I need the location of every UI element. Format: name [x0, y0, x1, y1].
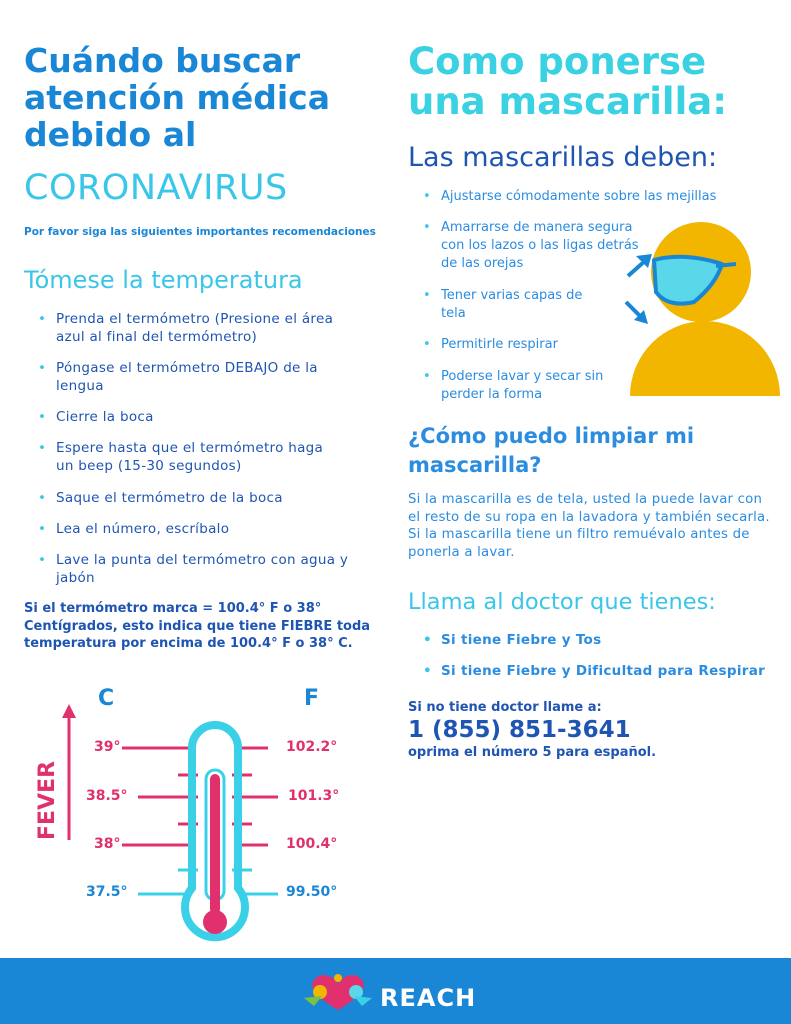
list-item: • Cierre la boca	[38, 409, 154, 425]
list-item: • Lave la punta del termómetro con agua y jabón	[38, 552, 349, 586]
fahrenheit-101: 101.3°	[288, 788, 340, 804]
celsius-39: 39°	[94, 739, 121, 755]
list-item: • Espere hasta que el termómetro haga un beep (15-30 segundos)	[38, 440, 324, 474]
list-item: • Amarrarse de manera segura con los lazos o las ligas detrás de las orejas	[423, 220, 639, 271]
list-item: • Lea el número, escríbalo	[38, 521, 230, 537]
page-title: Cuándo buscar atención médica debido al	[24, 41, 330, 154]
coronavirus-heading: CORONAVIRUS	[24, 168, 288, 208]
list-item: • Si tiene Fiebre y Dificultad para Respirar	[423, 663, 766, 679]
temperature-heading: Tómese la temperatura	[24, 266, 303, 294]
doctor-heading: Llama al doctor que tienes:	[408, 589, 716, 615]
mercury-column	[210, 774, 220, 914]
fever-label: FEVER	[35, 760, 60, 840]
clean-heading: ¿Cómo puedo limpiar mi mascarilla?	[408, 424, 695, 477]
celsius-37-5: 37.5°	[86, 884, 128, 900]
mask-must-heading: Las mascarillas deben:	[408, 142, 718, 173]
celsius-header: C	[98, 686, 115, 711]
person-mask-icon	[612, 218, 784, 398]
list-item: • Tener varias capas de tela	[423, 288, 583, 321]
fever-note: Si el termómetro marca = 100.4° F o 38° Centígrados, esto indica que tiene FIEBRE toda temperatura por encima de 100.4° F o 38° C.	[24, 601, 371, 651]
press-instructions: oprima el número 5 para español.	[408, 745, 657, 760]
list-item: • Póngase el termómetro DEBAJO de la lengua	[38, 360, 318, 394]
list-item: • Permitirle respirar	[423, 337, 558, 352]
fahrenheit-header: F	[304, 686, 320, 711]
brand-name[interactable]: REACH	[380, 984, 477, 1012]
list-item: • Saque el termómetro de la boca	[38, 490, 283, 506]
fahrenheit-100: 100.4°	[286, 836, 338, 852]
arrow-icon	[62, 704, 76, 718]
list-item: • Poderse lavar y secar sin perder la forma	[423, 369, 604, 402]
fahrenheit-99: 99.50°	[286, 884, 338, 900]
mask-title: Como ponerse una mascarilla:	[408, 40, 728, 123]
fahrenheit-102: 102.2°	[286, 739, 338, 755]
phone-number[interactable]: 1 (855) 851-3641	[408, 717, 631, 743]
list-item: • Prenda el termómetro (Presione el área azul al final del termómetro)	[38, 311, 334, 345]
celsius-38-5: 38.5°	[86, 788, 128, 804]
list-item: • Ajustarse cómodamente sobre las mejillas	[423, 189, 717, 204]
list-item: • Si tiene Fiebre y Tos	[423, 632, 602, 648]
reach-logo-icon	[300, 970, 376, 1014]
subtitle: Por favor siga las siguientes importantes recomendaciones	[24, 226, 376, 238]
celsius-38: 38°	[94, 836, 121, 852]
clean-text: Si la mascarilla es de tela, usted la puede lavar con el resto de su ropa en la lavadora y también secarla. Si la mascarilla tiene un filtro remuévalo antes de ponerla a lavar.	[408, 492, 770, 560]
mercury-bulb	[203, 910, 227, 934]
no-doctor-text: Si no tiene doctor llame a:	[408, 700, 602, 715]
